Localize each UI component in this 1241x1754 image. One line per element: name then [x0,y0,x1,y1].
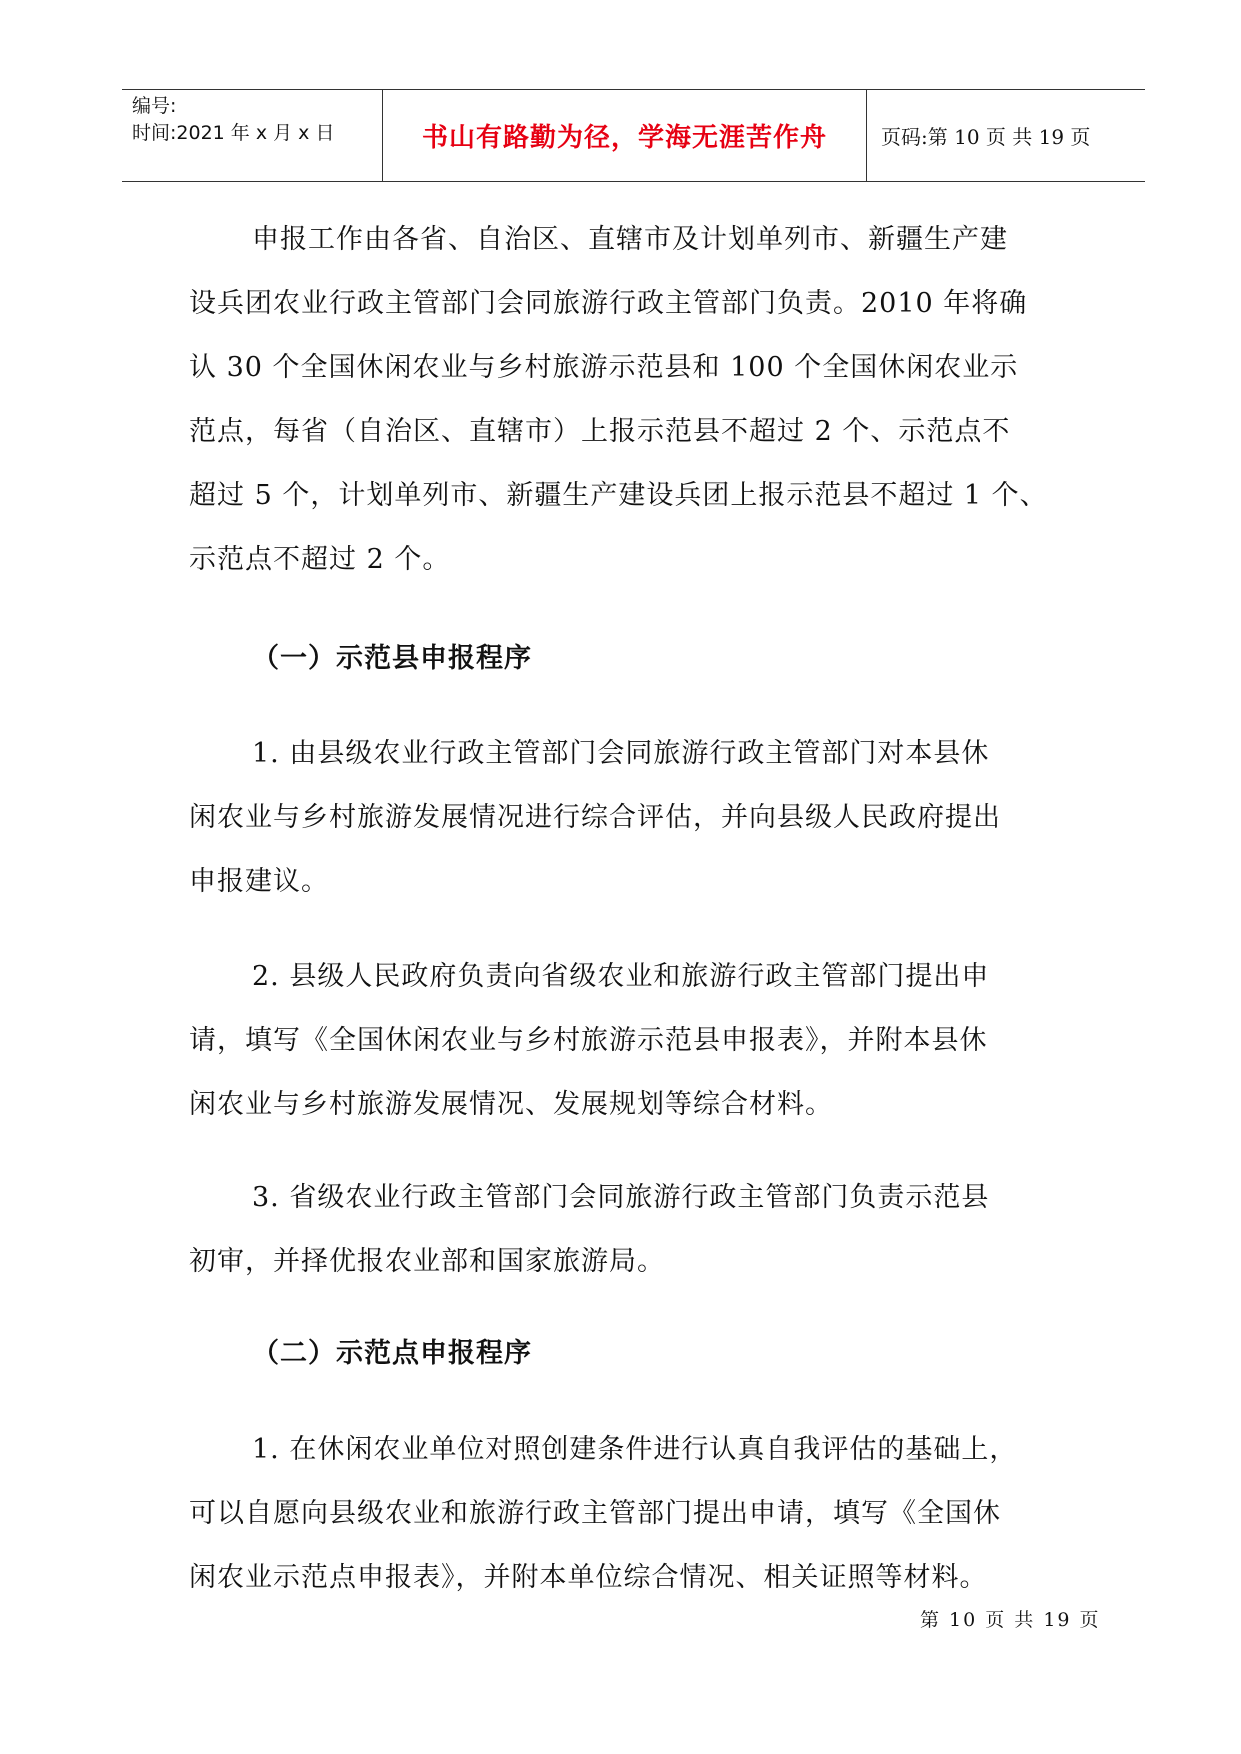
header-motto-cell [382,90,867,181]
paragraph-line: 初审，并择优报农业部和国家旅游局。 [189,1246,665,1277]
paragraph-site-step-1 [189,1418,1089,1610]
document-number-label: 编号: [132,95,177,117]
header-motto: 书山有路勤为径，学海无涯苦作舟 [421,123,827,153]
paragraph-county-step-1 [189,722,1089,914]
paragraph-line: 1. 由县级农业行政主管部门会同旅游行政主管部门对本县休 [252,738,990,769]
paragraph-line: 请，填写《全国休闲农业与乡村旅游示范县申报表》，并附本县休 [189,1025,988,1056]
paragraph-line: 2. 县级人民政府负责向省级农业和旅游行政主管部门提出申 [252,961,990,992]
section-heading-site: （二）示范点申报程序 [252,1338,532,1369]
section-heading-county: （一）示范县申报程序 [252,643,532,674]
paragraph-line: 范点，每省（自治区、直辖市）上报示范县不超过 2 个、示范点不 [189,416,1011,447]
paragraph-line: 示范点不超过 2 个。 [189,544,451,575]
paragraph-line: 闲农业与乡村旅游发展情况进行综合评估，并向县级人民政府提出 [189,802,1001,833]
paragraph-line: 申报工作由各省、自治区、直辖市及计划单列市、新疆生产建 [252,224,1008,255]
document-time-label: 时间:2021 年 x 月 x 日 [132,122,335,144]
paragraph-intro [189,208,1089,592]
paragraph-line: 申报建议。 [189,866,329,897]
paragraph-line: 1. 在休闲农业单位对照创建条件进行认真自我评估的基础上， [252,1434,1018,1465]
page-footer: 第 10 页 共 19 页 [920,1609,1101,1631]
paragraph-county-step-3 [189,1166,1089,1294]
paragraph-line: 超过 5 个，计划单列市、新疆生产建设兵团上报示范县不超过 1 个、 [189,480,1048,511]
paragraph-line: 3. 省级农业行政主管部门会同旅游行政主管部门负责示范县 [252,1182,990,1213]
paragraph-line: 可以自愿向县级农业和旅游行政主管部门提出申请，填写《全国休 [189,1498,1001,1529]
paragraph-line: 闲农业示范点申报表》，并附本单位综合情况、相关证照等材料。 [189,1562,988,1593]
header-page-info: 页码:第 10 页 共 19 页 [881,125,1091,149]
paragraph-line: 闲农业与乡村旅游发展情况、发展规划等综合材料。 [189,1089,833,1120]
page-header [122,89,1145,182]
header-meta [122,90,382,181]
paragraph-county-step-2 [189,945,1089,1137]
paragraph-line: 认 30 个全国休闲农业与乡村旅游示范县和 100 个全国休闲农业示 [189,352,1019,383]
paragraph-line: 设兵团农业行政主管部门会同旅游行政主管部门负责。2010 年将确 [189,288,1028,319]
